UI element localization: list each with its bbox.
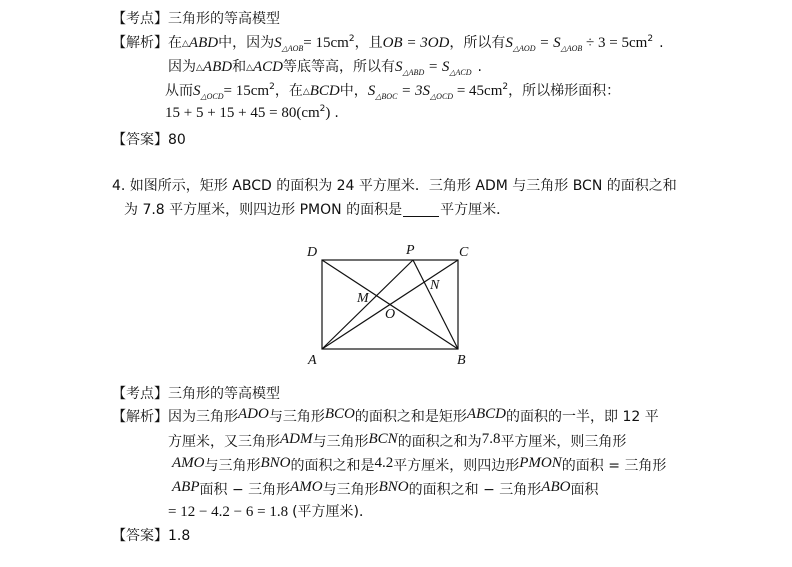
text: 与三角形 (322, 482, 379, 498)
text: ，且 (354, 35, 383, 51)
text: 的面积之和为 (397, 434, 482, 450)
jiexi2-line-3 (172, 456, 666, 476)
math: PMON (519, 455, 562, 471)
text: 的面积之和是 (290, 458, 375, 474)
text: 与三角形 (268, 409, 325, 425)
answer-value: 1.8 (168, 528, 191, 544)
math: S (193, 83, 201, 99)
kaodian-tag: 【考点】 (112, 386, 168, 402)
text: 的面积的一半，即 12 平 (506, 409, 659, 425)
math: ) (325, 105, 331, 121)
text: 平方厘米，则三角形 (500, 434, 627, 450)
label-b: B (457, 353, 466, 368)
answer-value: 80 (168, 132, 186, 148)
label-o: O (385, 307, 396, 322)
subscript: △AOD (512, 44, 536, 53)
text: 因为三角形 (168, 409, 238, 425)
text: 与三角形 (312, 434, 369, 450)
text: 面积 − 三角形 (199, 482, 291, 498)
jiexi-tag: 【解析】 (112, 35, 168, 51)
text: 的面积之和 − 三角形 (408, 482, 542, 498)
math: ACD (253, 59, 284, 75)
text: 的面积 = 三角形 (561, 458, 667, 474)
answer-line-2 (112, 526, 190, 546)
text: . (334, 105, 339, 121)
text: ，在 (274, 83, 303, 99)
label-a: A (308, 353, 317, 368)
math: = S (535, 35, 561, 51)
text: 因为 (168, 59, 196, 75)
answer-tag: 【答案】 (112, 528, 168, 544)
math: ADM (280, 431, 313, 447)
math: ABP (172, 479, 200, 495)
math: ABCD (466, 406, 506, 422)
kaodian-text: 三角形的等高模型 (168, 386, 280, 402)
triangle-symbol: △ (246, 63, 254, 73)
triangle-symbol: △ (182, 39, 189, 49)
jiexi2-line-5 (168, 502, 373, 522)
math: BNO (378, 479, 409, 495)
math: ABO (541, 479, 571, 495)
text: 中， (339, 83, 368, 99)
math: OB = 3OD (382, 35, 450, 51)
label-m: M (357, 291, 369, 306)
subscript: △ACD (449, 68, 472, 77)
math: 4.2 (374, 455, 394, 471)
kaodian-text: 三角形的等高模型 (168, 11, 280, 27)
math: = 12 − 4.2 − 6 = 1.8 (168, 504, 289, 520)
text: 方厘米，又三角形 (168, 434, 280, 450)
question-line-1: 4. 如图所示，矩形 ABCD 的面积为 24 平方厘米．三角形 ADM 与三角形 BCN 的面积之和 (112, 178, 677, 194)
kaodian-line-2 (112, 384, 280, 404)
math: S (367, 83, 376, 99)
superscript: 2 (348, 34, 355, 44)
text: 和 (232, 59, 247, 75)
subscript: △OCD (430, 92, 454, 101)
superscript: 2 (502, 82, 509, 92)
label-c: C (459, 245, 469, 260)
jiexi2-line-1 (112, 407, 659, 427)
superscript: 2 (647, 34, 654, 44)
segment-bp (413, 260, 458, 349)
label-p: P (406, 243, 415, 258)
kaodian-tag: 【考点】 (112, 11, 168, 27)
math: AMO (290, 479, 323, 495)
text: 的面积之和是矩形 (354, 409, 467, 425)
math: = S (424, 59, 450, 75)
math: 7.8 (481, 431, 501, 447)
math: = 15cm (303, 35, 349, 51)
triangle-symbol: △ (196, 63, 203, 73)
math: ÷ 3 = 5cm (582, 35, 648, 51)
math: S (395, 59, 403, 75)
jiexi2-line-2 (168, 432, 626, 452)
label-d: D (307, 245, 318, 260)
math: BCN (368, 431, 398, 447)
math: BCD (309, 83, 340, 99)
text: 面积 (570, 482, 599, 498)
jiexi-tag: 【解析】 (112, 409, 168, 425)
text: ，所以有 (449, 35, 506, 51)
superscript: 2 (269, 82, 275, 92)
text: 与三角形 (204, 458, 261, 474)
subscript: △OCD (200, 92, 224, 101)
math: = 3S (397, 83, 431, 99)
text: 中，因为 (218, 35, 275, 51)
subscript: △AOB (281, 44, 304, 53)
jiexi2-line-4 (172, 480, 598, 500)
text: 为 7.8 平方厘米，则四边形 PMON 的面积是 (124, 202, 403, 218)
subscript: △AOB (560, 44, 583, 53)
math: AMO (172, 455, 205, 471)
subscript: △ABD (402, 68, 425, 77)
superscript: 2 (319, 104, 326, 114)
text: 平方厘米，则四边形 (393, 458, 520, 474)
math: BCO (324, 406, 355, 422)
text: (平方厘米)． (292, 504, 374, 520)
math: ADO (238, 406, 269, 422)
text: . (477, 59, 482, 75)
math: = 45cm (453, 83, 503, 99)
text: 在 (168, 35, 182, 51)
triangle-symbol: △ (302, 87, 310, 97)
math: = 15cm (223, 83, 270, 99)
math: ABD (188, 35, 219, 51)
math: S (274, 35, 282, 51)
math: BNO (260, 455, 291, 471)
text: 平方厘米． (440, 202, 511, 218)
math: ABD (202, 59, 233, 75)
text: . (659, 35, 664, 51)
answer-tag: 【答案】 (112, 132, 168, 148)
text: 从而 (165, 83, 193, 99)
math: S (505, 35, 513, 51)
subscript: △BOC (375, 92, 398, 101)
text: 等底等高，所以有 (283, 59, 396, 75)
label-n: N (430, 278, 440, 293)
text: ，所以梯形面积： (508, 83, 621, 99)
math: 15 + 5 + 15 + 45 = 80(cm (165, 105, 320, 121)
